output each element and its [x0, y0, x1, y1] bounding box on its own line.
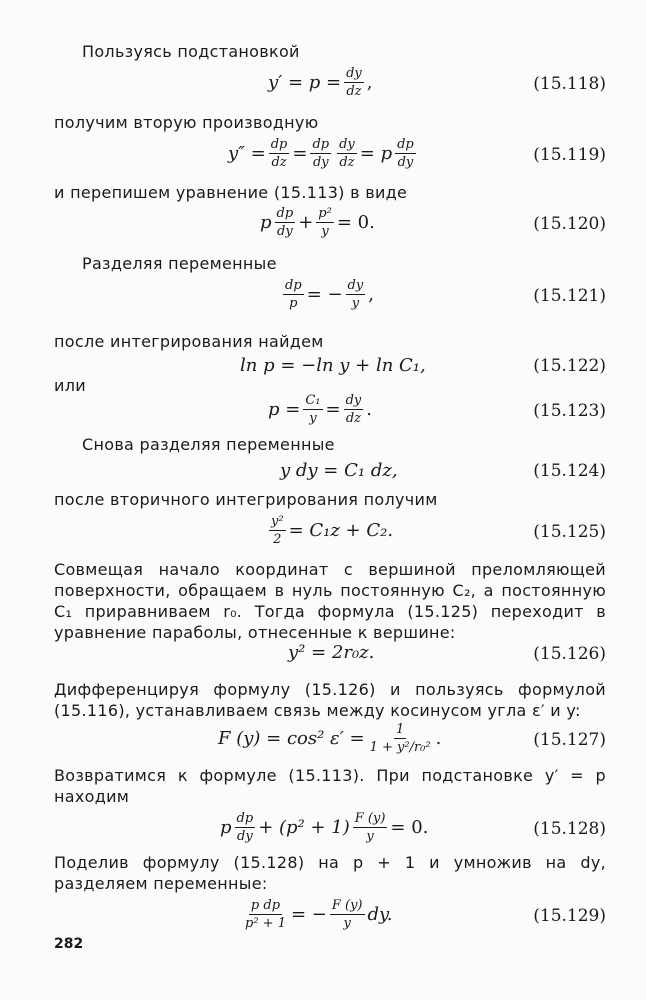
fraction: [330, 898, 365, 931]
equation-15-129: [240, 898, 393, 931]
eq-tail: = 0.: [336, 212, 375, 233]
eq-lhs: y″ =: [228, 143, 266, 164]
denominator: y: [366, 829, 374, 844]
eq-number-15-126: (15.126): [533, 644, 606, 664]
fraction: [275, 206, 296, 239]
eq-text: y² = 2r₀z.: [288, 642, 375, 663]
equation-15-128: [220, 811, 428, 844]
numerator: dy: [339, 137, 355, 152]
numerator: dp: [397, 137, 414, 152]
fraction: [344, 393, 364, 426]
denominator: dz: [339, 155, 355, 170]
eq-mid: + (p² + 1): [258, 817, 350, 838]
numerator: y²: [271, 514, 284, 529]
numerator: 1: [395, 722, 405, 737]
eq-sign: +: [298, 212, 314, 233]
fraction: [316, 206, 334, 239]
numerator: dp: [270, 137, 288, 152]
denominator: y: [321, 224, 329, 239]
denominator: y: [309, 411, 317, 426]
eq-number-15-123: (15.123): [533, 401, 606, 421]
eq-number-15-122: (15.122): [533, 356, 606, 376]
numerator: F (y): [331, 898, 363, 913]
eq-number-15-121: (15.121): [533, 286, 606, 306]
eq-text: ln p = −ln y + ln C₁,: [240, 355, 426, 376]
equation-15-125: [266, 514, 393, 547]
eq-number-15-120: (15.120): [533, 214, 606, 234]
denominator: 2: [273, 532, 282, 547]
denominator: y: [343, 916, 351, 931]
fraction: [368, 722, 433, 755]
fraction: [395, 137, 416, 170]
numerator: dp: [285, 278, 302, 293]
fraction: [283, 278, 304, 311]
text-line-5: после интегрирования найдем: [54, 332, 324, 351]
text-line-4: Разделяя переменные: [82, 254, 277, 273]
denominator: dz: [345, 411, 362, 426]
eq-sign: =: [292, 143, 308, 164]
denominator: dy: [277, 224, 293, 239]
eq-tail: .: [366, 399, 372, 420]
numerator: dp: [312, 137, 330, 152]
equation-15-126: [288, 642, 374, 663]
numerator: dp: [236, 811, 254, 826]
eq-text: y dy = C₁ dz,: [280, 460, 398, 481]
eq-sign: = p: [359, 143, 393, 164]
numerator: F (y): [354, 811, 386, 826]
page-number: 282: [54, 936, 84, 952]
denominator: 1 + y²/r₀²: [369, 740, 431, 755]
paragraph-3: Возвратимся к формуле (15.113). При подстановке y′ = p находим: [54, 766, 606, 806]
denominator: p² + 1: [245, 916, 286, 931]
fraction: [235, 811, 256, 844]
eq-part: p: [260, 212, 272, 233]
denominator: dy: [397, 155, 414, 170]
text-line-2: получим вторую производную: [54, 113, 319, 132]
eq-sign: = −: [290, 904, 327, 925]
eq-lhs: F (y) = cos² ε′ =: [218, 728, 365, 749]
eq-number-15-119: (15.119): [533, 145, 606, 165]
denominator: dy: [237, 829, 253, 844]
eq-tail: ,: [368, 284, 374, 305]
eq-number-15-127: (15.127): [533, 730, 606, 750]
text-line-7: Снова разделяя переменные: [82, 435, 335, 454]
fraction: [310, 137, 331, 170]
denominator: y: [351, 296, 360, 311]
numerator: dy: [345, 393, 362, 408]
eq-tail: dy.: [367, 904, 393, 925]
eq-number-15-129: (15.129): [533, 906, 606, 926]
text-line-3: и перепишем уравнение (15.113) в виде: [54, 183, 408, 202]
numerator: dy: [346, 66, 362, 81]
denominator: dz: [346, 84, 362, 99]
equation-15-127: [218, 722, 441, 755]
eq-tail: .: [435, 728, 442, 749]
denominator: dz: [271, 155, 287, 170]
eq-part: p =: [268, 399, 301, 420]
eq-number-15-124: (15.124): [533, 461, 606, 481]
numerator: dp: [276, 206, 294, 221]
equation-15-124: [280, 460, 398, 481]
fraction: [269, 137, 290, 170]
text-line-1: Пользуясь подстановкой: [82, 42, 300, 61]
equation-15-119: [228, 137, 419, 170]
text-line-8: после вторичного интегрирования получим: [54, 490, 438, 509]
paragraph-1: Совмещая начало координат с вершиной преломляющей поверхности, обращаем в нуль постоянную C₂, а постоянную C₁ приравниваем r₀. Тогда формула (15.125) переходит в уравнение параболы, отнесенные к вершине:: [54, 560, 606, 642]
eq-lhs: y′ = p =: [268, 72, 342, 93]
equation-15-123: [268, 393, 372, 426]
equation-15-120: [260, 206, 375, 239]
eq-number-15-128: (15.128): [533, 819, 606, 839]
equation-15-121: [280, 278, 374, 311]
denominator: p: [289, 296, 298, 311]
text-line-6: или: [54, 376, 86, 395]
equation-15-118: [268, 66, 373, 99]
equation-15-122: [240, 355, 426, 376]
eq-tail: = C₁z + C₂.: [288, 520, 394, 541]
fraction: [269, 514, 286, 547]
numerator: dy: [347, 278, 364, 293]
eq-number-15-118: (15.118): [533, 74, 606, 94]
eq-sign: =: [325, 399, 341, 420]
numerator: p dp: [250, 898, 281, 913]
numerator: p²: [318, 206, 332, 221]
fraction: [337, 137, 357, 170]
eq-number-15-125: (15.125): [533, 522, 606, 542]
fraction: [353, 811, 388, 844]
eq-part: p: [220, 817, 232, 838]
eq-sign: = −: [306, 284, 343, 305]
paragraph-4: Поделив формулу (15.128) на p + 1 и умножив на dy, разделяем переменные:: [54, 853, 606, 893]
denominator: dy: [312, 155, 329, 170]
fraction: [303, 393, 322, 426]
fraction: [344, 66, 364, 99]
numerator: C₁: [305, 393, 321, 408]
paragraph-2: Дифференцируя формулу (15.126) и пользуясь формулой (15.116), устанавливаем связь между косинусом угла ε′ и y:: [54, 680, 606, 720]
eq-tail: ,: [366, 72, 373, 93]
fraction: [243, 898, 288, 931]
fraction: [346, 278, 366, 311]
eq-tail: = 0.: [390, 817, 429, 838]
